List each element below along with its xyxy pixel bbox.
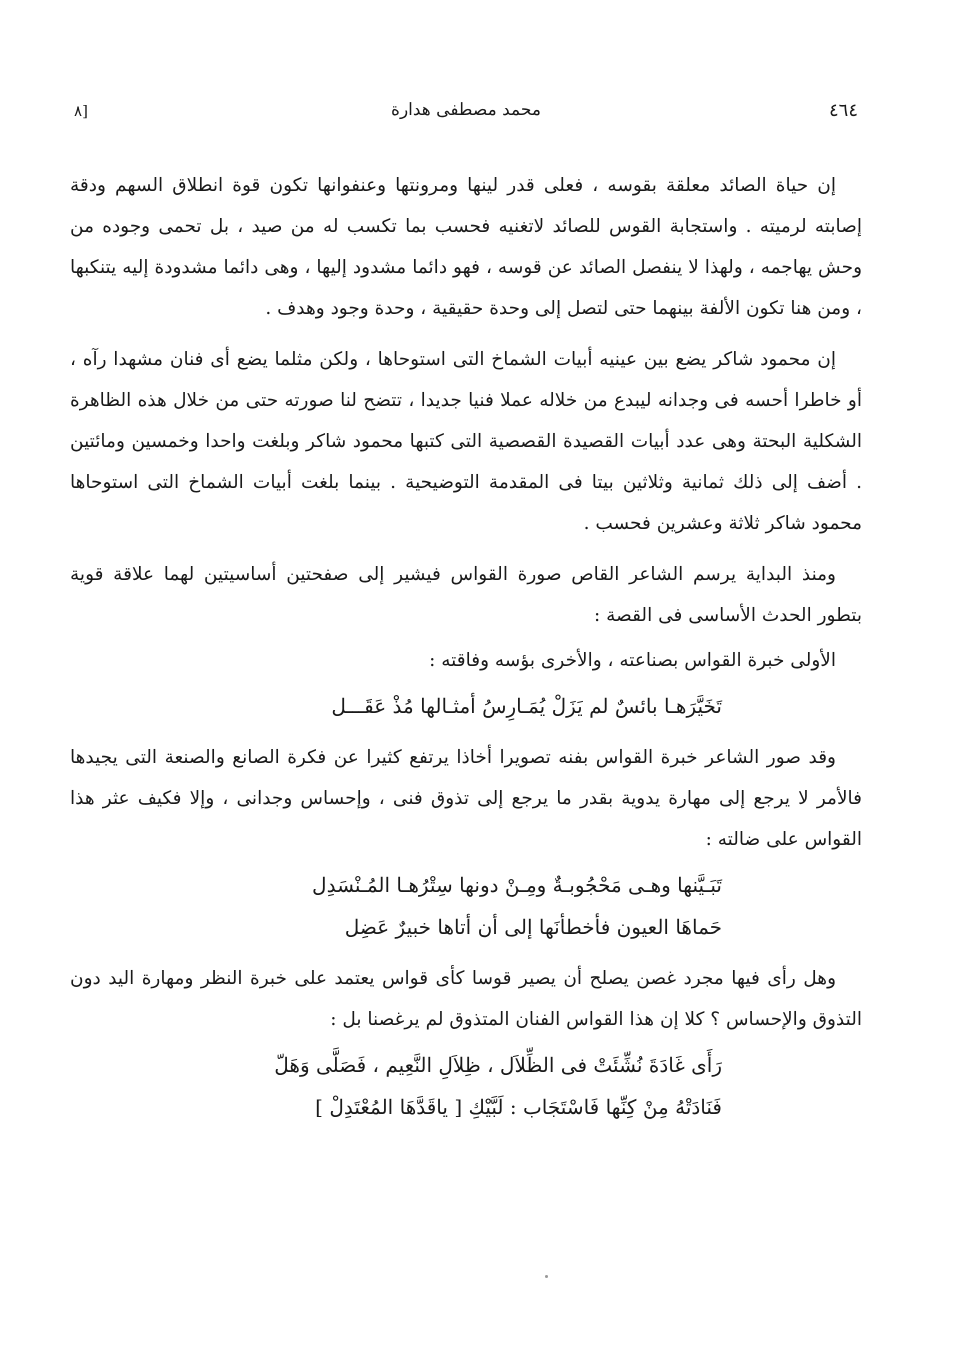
paragraph-6: وهل رأى فيها مجرد غصن يصلح أن يصير قوسا كأى قواس يعتمد على خبرة النظر ومهارة اليد دون التذوق والإحساس ؟ كلا إن هذا القواس الفنان المتذوق لم يرغصنا بل : <box>70 968 862 1030</box>
running-title: محمد مصطفى هدارة <box>391 100 541 120</box>
paragraph-4: الأولى خبرة القواس بصناعته ، والأخرى بؤسه وفاقته : <box>429 650 836 671</box>
scan-speck <box>545 1275 548 1278</box>
verse-line: تَبَـيَّنها وهـى مَحْجُوبـةٌ ومِـنْ دونها سِتْرُهـا المُـنْسَدِل <box>312 873 722 897</box>
verse-line: تَخَيَّرَهـا بائسٌ لم يَزَلْ يُمَـارِسُ أمثـالها مُذْ عَقَـــل <box>331 694 722 718</box>
paragraph-1: إن حياة الصائد معلقة بقوسه ، فعلى قدر لينها ومرونتها وعنفوانها تكون قوة انطلاق السهم ودقة إصابته لرميته . واستجابة القوس للصائد لاتغنيه فحسب بما تكسب له من صيد ، بل تحمى وجوده من وحش يهاجمه ، ولهذا لا ينفصل الصائد عن قوسه ، فهو دائما مشدود إليها ، وهى دائما مشدودة إليه يتنكبها ، ومن هنا تكون الألفة بينهما حتى لتصل إلى وحدة حقيقية ، وحدة وجود وهدف . <box>70 175 862 319</box>
paragraph-2: إن محمود شاكر يضع بين عينيه أبيات الشماخ التى استوحاها ، ولكن مثلما يضع أى فنان مشهدا رآه ، أو خاطرا أحسه فى وجدانه ليبدع من خلاله عملا فنيا جديدا ، تتضح لنا صورته حتى من خلال هذه الظاهرة الشكلية البحتة وهى عدد أبيات القصيدة القصصية التى كتبها محمود شاكر وبلغت واحدا وخمسين ومائتين . أضف إلى ذلك ثمانية وثلاثين بيتا فى المقدمة التوضيحية . بينما بلغت أبيات الشماخ التى استوحاها محمود شاكر ثلاثة وعشرين فحسب . <box>70 349 862 534</box>
page-number: ٤٦٤ <box>828 100 858 121</box>
verse-line: حَماهَا العيون فأخطأنَها إلى أن أتاها خبيرٌ عَضِل <box>344 915 722 939</box>
verse-line: فَنَادَتْهُ مِنْ كِنِّها فَاسْتَجَاب : لَبَّيْكِ [ ياقَدَّهَا المُعْتَدِلْ ] <box>315 1095 722 1119</box>
paragraph-3: ومنذ البداية يرسم الشاعر القاص صورة القواس فيشير إلى صفحتين أساسيتين لهما علاقة قوية بتطور الحدث الأساسى فى القصة : <box>70 564 862 626</box>
issue-mark: [٨ <box>74 102 88 120</box>
verse-block-3 <box>70 1044 862 1128</box>
paragraph-5: وقد صور الشاعر خبرة القواس بفنه تصويرا أخاذا يرتفع كثيرا عن فكرة الصانع والصنعة التى يجيدها فالأمر لا يرجع إلى مهارة يدوية بقدر ما يرجع إلى تذوق فنى ، وإحساس وجدانى ، وإلا فكيف عثر هذا القواس على ضالته : <box>70 747 862 850</box>
verse-block-1 <box>70 685 862 727</box>
page-body <box>70 165 862 1128</box>
verse-block-2 <box>70 864 862 948</box>
page-header <box>70 100 862 130</box>
verse-line: رَأَى غَادَةَ نُشِّئَتْ فى الظِّلاَل ، ظِلاَلِ النَّعِيم ، فَصَلَّى وَهَلّ <box>274 1053 722 1077</box>
